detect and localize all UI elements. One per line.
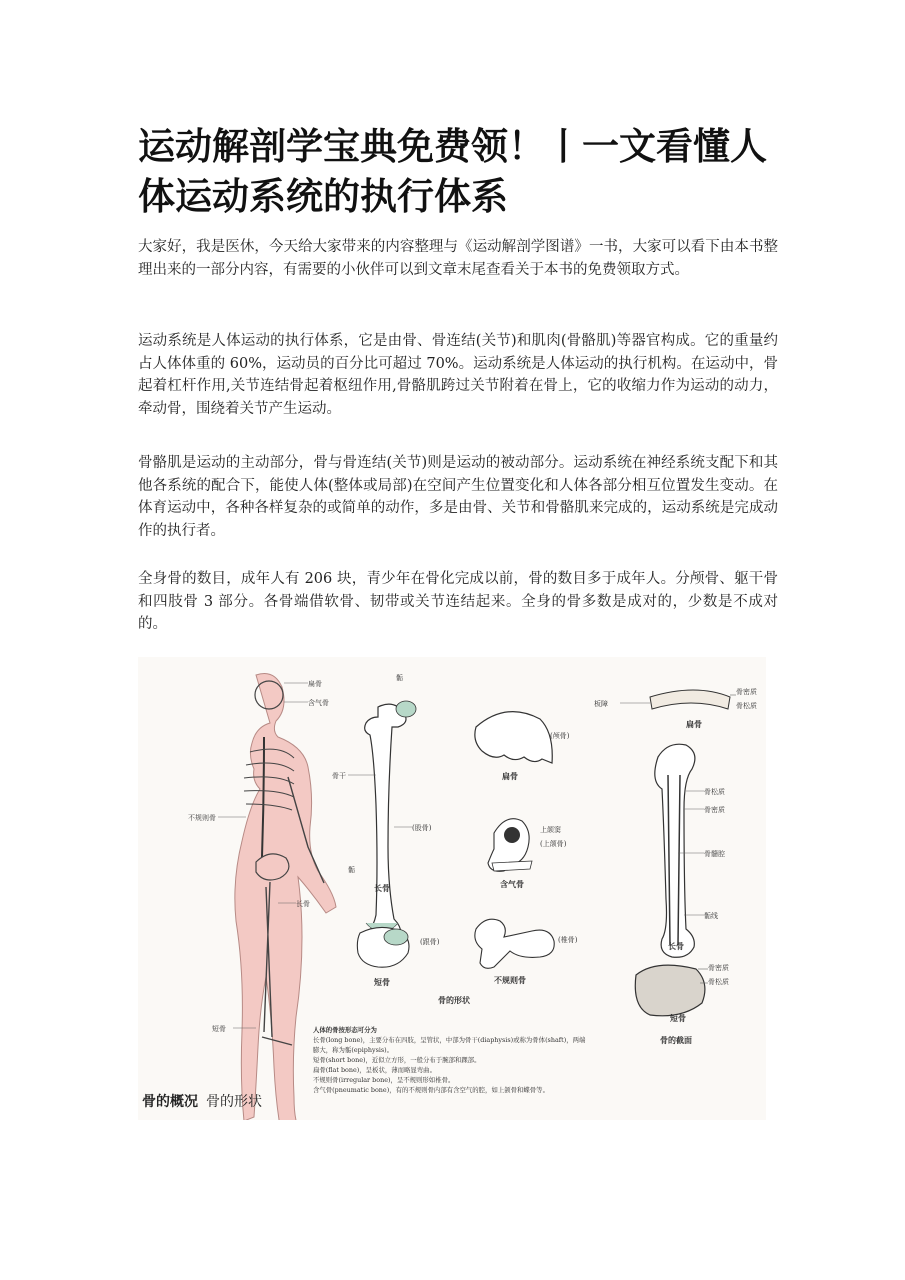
label-epiphysis-top: 骺 xyxy=(396,674,403,682)
caption-short-section: 短骨 xyxy=(670,1013,686,1023)
label-short-compact: 骨密质 xyxy=(708,964,729,972)
note-line: 短骨(short bone)，近似立方形，一般分布于腕部和踝部。 xyxy=(313,1056,481,1064)
skull-cap-drawing xyxy=(475,712,552,763)
label-pneumatic-bone: 含气骨 xyxy=(308,699,329,707)
skeletal-muscle-paragraph: 骨骼肌是运动的主动部分，骨与骨连结(关节)则是运动的被动部分。运动系统在神经系统支配下和其他各系统的配合下，能使人体(整体或局部)在空间产生位置变化和人体各部分相互位置发生变动。在体育运动中，各种各样复杂的或简单的动作，多是由骨、关节和骨骼肌来完成的，运动系统是完成动作的执行者。 xyxy=(138,455,778,539)
motion-system-paragraph: 运动系统是人体运动的执行体系，它是由骨、骨连结(关节)和肌肉(骨骼肌)等器官构成。它的重量约占人体体重的 60%，运动员的百分比可超过 70%。运动系统是人体运动的执行机构。在运动中，骨起着杠杆作用,关节连结骨起着枢纽作用,骨骼肌跨过关节附着在骨上，它的收缩力作为运动的动力，牵动骨，围绕着关节产生运动。 xyxy=(138,333,778,417)
caption-pneumatic-bone: 含气骨 xyxy=(500,879,524,889)
caption-long-section: 长骨 xyxy=(668,941,684,951)
short-bone-section-drawing xyxy=(635,965,708,1016)
label-vertebra: (椎骨) xyxy=(558,936,578,944)
caption-flat-section: 扁骨 xyxy=(686,719,702,729)
flat-bone-section-drawing xyxy=(620,690,736,709)
label-irregular-bone: 不规则骨 xyxy=(188,814,216,822)
caption-irregular-bone: 不规则骨 xyxy=(494,975,526,985)
label-epiphyseal-line: 骺线 xyxy=(704,912,718,920)
label-diploe: 板障 xyxy=(594,700,608,708)
maxilla-drawing xyxy=(488,819,532,872)
label-femur: (股骨) xyxy=(412,824,432,832)
note-line: 人体的骨按形态可分为 xyxy=(313,1026,377,1034)
note-line: 扁骨(flat bone)，呈板状，薄而略显弯曲。 xyxy=(313,1066,436,1074)
label-short-bone: 短骨 xyxy=(212,1025,226,1033)
note-line: 膨大，称为骺(epiphysis)。 xyxy=(313,1046,394,1054)
label-flat-spongy: 骨松质 xyxy=(736,702,757,710)
short-bone-drawing xyxy=(357,927,409,967)
caption-bone-sections: 骨的截面 xyxy=(660,1035,692,1045)
figure-title-bold: 骨的概况 xyxy=(142,1094,198,1110)
note-line: 不规则骨(irregular bone)，呈不规则形如椎骨。 xyxy=(313,1076,455,1084)
vertebra-drawing xyxy=(475,919,554,968)
label-marrow-cavity: 骨髓腔 xyxy=(704,850,725,858)
label-epiphysis-bottom: 骺 xyxy=(348,866,355,874)
label-shaft: 骨干 xyxy=(332,772,346,780)
label-skull: (颅骨) xyxy=(550,732,570,740)
bone-count-paragraph: 全身骨的数目，成年人有 206 块，青少年在骨化完成以前，骨的数目多于成年人。分颅骨、躯干骨和四肢骨 3 部分。各骨端借软骨、韧带或关节连结起来。全身的骨多数是成对的，少数是不成对的。 xyxy=(138,571,778,632)
label-long-compact: 骨密质 xyxy=(704,806,725,814)
intro-paragraph: 大家好，我是医休，今天给大家带来的内容整理与《运动解剖学图谱》一书，大家可以看下由本书整理出来的一部分内容，有需要的小伙伴可以到文章末尾查看关于本书的免费领取方式。 xyxy=(138,239,778,278)
figure-title-rest: 骨的形状 xyxy=(206,1094,262,1110)
label-flat-bone: 扁骨 xyxy=(308,680,322,688)
caption-bone-shapes: 骨的形状 xyxy=(438,995,470,1005)
label-flat-compact: 骨密质 xyxy=(736,688,757,696)
caption-short-bone: 短骨 xyxy=(374,977,390,987)
label-maxilla: (上颌骨) xyxy=(540,840,567,848)
note-line: 含气骨(pneumatic bone)，有的不规则骨内部有含空气的腔，如上颌骨和蝶骨等。 xyxy=(313,1086,549,1094)
label-long-bone: 长骨 xyxy=(296,900,310,908)
label-short-spongy: 骨松质 xyxy=(708,978,729,986)
bone-classification-notes xyxy=(313,1025,613,1095)
bone-shapes-figure xyxy=(138,657,766,1120)
caption-long-bone: 长骨 xyxy=(374,883,390,893)
label-maxillary-sinus: 上颌窦 xyxy=(540,826,561,834)
article-title: 运动解剖学宝典免费领！丨一文看懂人体运动系统的执行体系 xyxy=(138,125,767,218)
figure-title xyxy=(142,1091,262,1111)
label-long-spongy: 骨松质 xyxy=(704,788,725,796)
femur-drawing xyxy=(348,701,416,950)
long-bone-section-drawing xyxy=(655,744,704,957)
label-calcaneus: (跟骨) xyxy=(420,938,440,946)
caption-flat-bone: 扁骨 xyxy=(502,771,518,781)
note-line: 长骨(long bone)，主要分布在四肢，呈管状，中部为骨干(diaphysis)或称为骨体(shaft)，两端 xyxy=(313,1036,586,1044)
